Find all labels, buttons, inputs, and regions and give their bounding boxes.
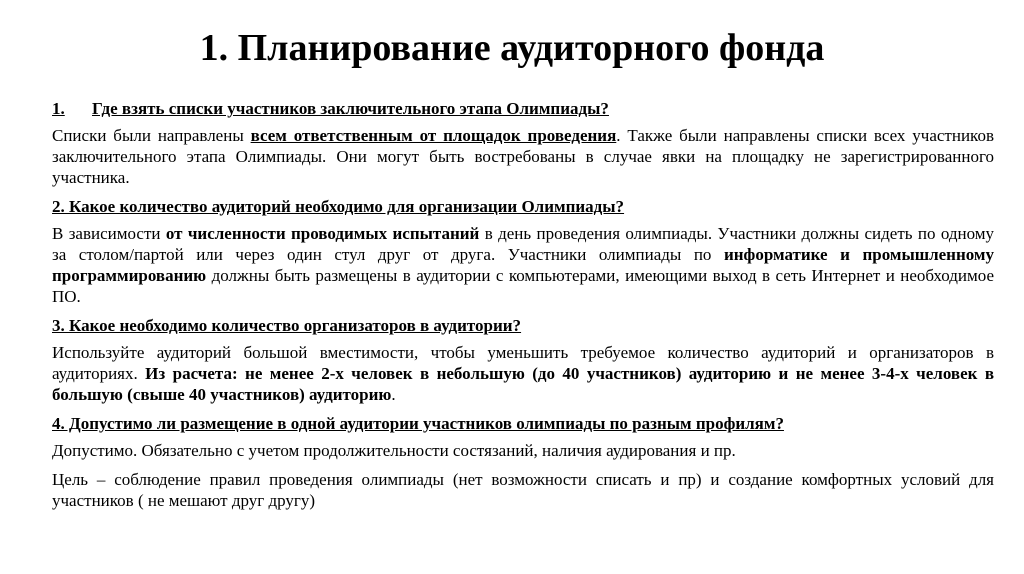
- answer-2-bold-1: от численности проводимых испытаний: [165, 224, 480, 243]
- slide-title: 1. Планирование аудиторного фонда: [199, 27, 825, 69]
- answer-2-post: должны быть размещены в аудитории с компьютерами, имеющими выход в сеть Интернет и необходимое ПО.: [52, 266, 994, 306]
- question-1-text: Где взять списки участников заключительного этапа Олимпиады?: [92, 99, 609, 118]
- slide-content: [52, 98, 994, 511]
- answer-1-bold: всем ответственным от площадок проведения: [250, 126, 617, 145]
- answer-3: [52, 342, 994, 405]
- answer-1: [52, 125, 994, 188]
- question-4: 4. Допустимо ли размещение в одной аудитории участников олимпиады по разным профилям?: [52, 414, 784, 433]
- answer-3-post: .: [391, 385, 396, 404]
- answer-3-pre: Используйте аудиторий большой вместимости, чтобы уменьшить требуемое количество аудиторий и организаторов в аудиториях.: [52, 343, 994, 383]
- answer-1-post: . Также были направлены списки всех участников заключительного этапа Олимпиады. Они могут быть востребованы в случае явки на площадку не зарегистрированного участника.: [52, 126, 994, 187]
- answer-1-pre: Списки были направлены: [52, 126, 251, 145]
- question-1: [52, 98, 994, 119]
- answer-4-a: Допустимо. Обязательно с учетом продолжительности состязаний, наличия аудирования и пр.: [52, 441, 736, 460]
- question-1-number: 1.: [52, 99, 65, 118]
- answer-2: [52, 223, 994, 307]
- question-2: 2. Какое количество аудиторий необходимо для организации Олимпиады?: [52, 197, 625, 216]
- answer-2-bold-2: информатике и промышленному программированию: [52, 245, 994, 285]
- answer-4-b: Цель – соблюдение правил проведения олимпиады (нет возможности списать и пр) и создание комфортных условий для участников ( не мешают друг другу): [52, 470, 994, 510]
- answer-2-mid: в день проведения олимпиады. Участники должны сидеть по одному за столом/партой или через один стул друг от друга. Участники олимпиады по: [52, 224, 995, 264]
- question-3: 3. Какое необходимо количество организаторов в аудитории?: [52, 316, 522, 335]
- answer-2-pre: В зависимости: [52, 224, 166, 243]
- answer-3-bold: Из расчета: не менее 2-х человек в небольшую (до 40 участников) аудиторию и не менее 3-4-х человек в большую (свыше 40 участников) аудиторию: [52, 364, 995, 404]
